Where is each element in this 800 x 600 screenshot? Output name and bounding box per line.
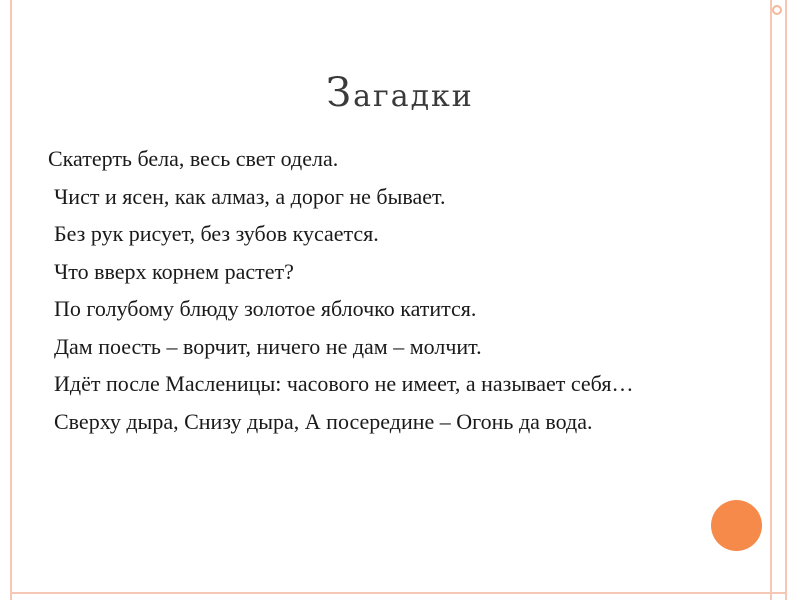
frame-bottom-line [10, 592, 787, 594]
riddle-item: Без рук рисует, без зубов кусается. [54, 221, 379, 246]
riddle-item: Скатерть бела, весь свет одела. [48, 146, 339, 171]
riddle-item: Чист и ясен, как алмаз, а дорог не бывает. [54, 183, 446, 209]
riddle-item: Идёт после Масленицы: часового не имеет, а называет себя… [54, 371, 634, 396]
riddle-list [48, 144, 708, 444]
riddle-item: Дам поесть – ворчит, ничего не дам – молчит. [54, 333, 482, 359]
small-circle-decoration [772, 5, 782, 15]
riddle-item: По голубому блюду золотое яблочко катится. [54, 296, 477, 321]
large-orange-circle-decoration [711, 500, 762, 551]
slide-title [0, 70, 800, 116]
title-rest: агадки [353, 79, 474, 114]
riddle-item: Что вверх корнем растет? [54, 258, 294, 284]
title-initial: З [326, 70, 354, 116]
riddle-item: Сверху дыра, Снизу дыра, А посередине – Огонь да вода. [54, 408, 593, 434]
